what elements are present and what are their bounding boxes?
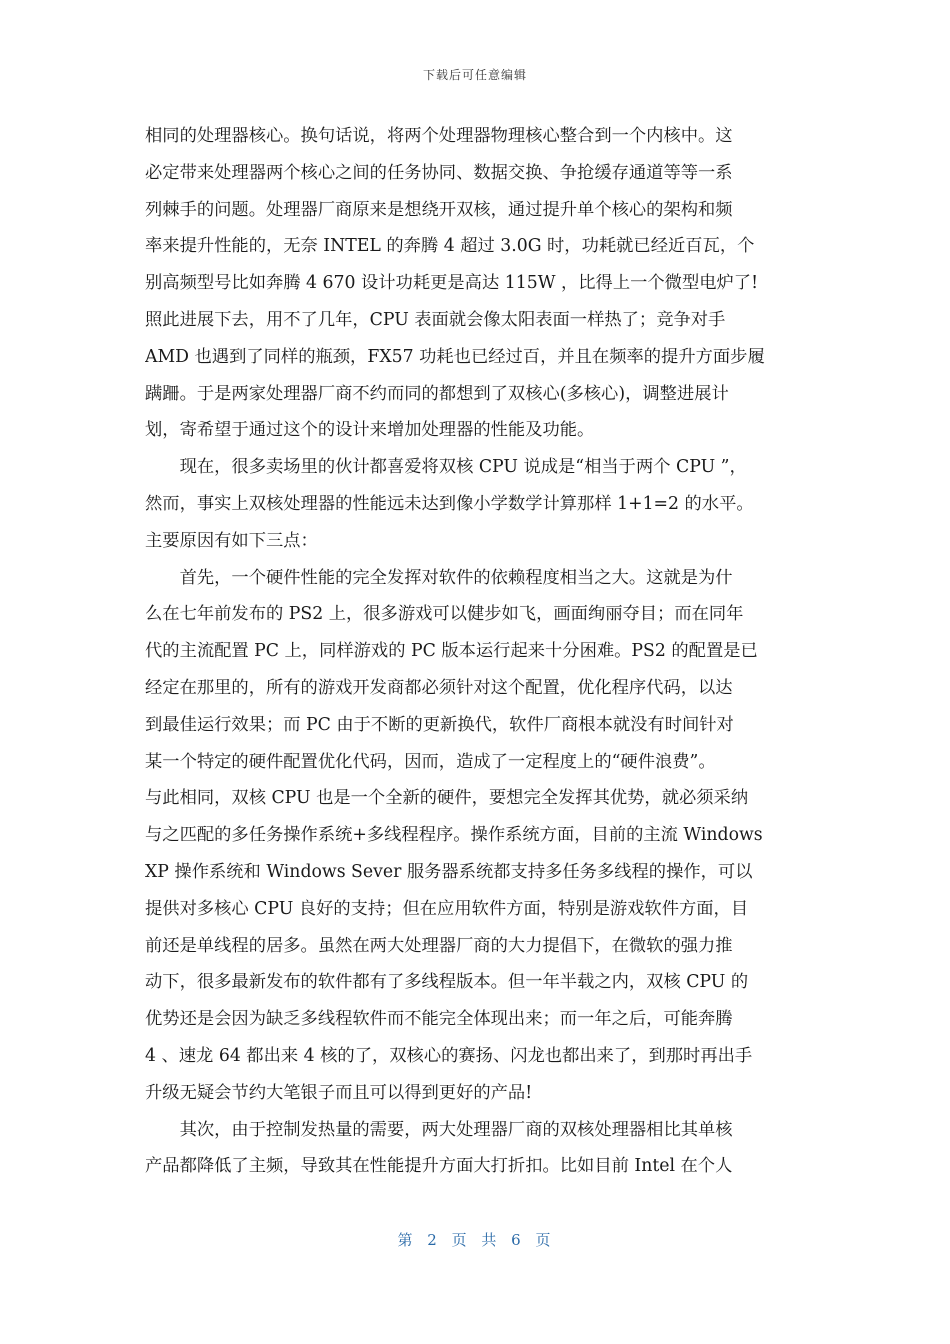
text-line: 必定带来处理器两个核心之间的任务协同、数据交换、争抢缓存通道等等一系: [145, 162, 733, 183]
text-line: 产品都降低了主频，导致其在性能提升方面大打折扣。比如目前 Intel 在个人: [145, 1156, 733, 1177]
text-line: 照此进展下去，用不了几年，CPU 表面就会像太阳表面一样热了；竞争对手: [145, 309, 726, 330]
text-line: 主要原因有如下三点：: [145, 530, 318, 551]
text-line: 优势还是会因为缺乏多线程软件而不能完全体现出来；而一年之后，可能奔腾: [145, 1009, 733, 1030]
page-header: 下载后可任意编辑: [422, 68, 527, 82]
text-line: 别高频型号比如奔腾 4 670 设计功耗更是高达 115W ，比得上一个微型电炉了!: [145, 273, 759, 294]
text-line: 4 、速龙 64 都出来 4 核的了，双核心的赛扬、闪龙也都出来了，到那时再出手: [145, 1045, 753, 1066]
text-line: 列棘手的问题。处理器厂商原来是想绕开双核，通过提升单个核心的架构和频: [145, 199, 733, 220]
text-line: 与之匹配的多任务操作系统+多线程程序。操作系统方面，目前的主流 Windows: [145, 825, 763, 846]
text-line: 现在，很多卖场里的伙计都喜爱将双核 CPU 说成是“相当于两个 CPU ”，: [145, 457, 747, 478]
text-line: 动下，很多最新发布的软件都有了多线程版本。但一年半载之内，双核 CPU 的: [145, 972, 749, 993]
text-line: 经定在那里的，所有的游戏开发商都必须针对这个配置，优化程序代码，以达: [145, 677, 733, 698]
text-line: 其次，由于控制发热量的需要，两大处理器厂商的双核处理器相比其单核: [145, 1119, 733, 1140]
text-line: 么在七年前发布的 PS2 上，很多游戏可以健步如飞，画面绚丽夺目；而在同年: [145, 604, 744, 625]
document-body: [145, 118, 807, 1185]
text-line: 提供对多核心 CPU 良好的支持；但在应用软件方面，特别是游戏软件方面，目: [145, 898, 749, 919]
text-line: 某一个特定的硬件配置优化代码，因而，造成了一定程度上的“硬件浪费”。: [145, 751, 716, 772]
text-line: 与此相同，双核 CPU 也是一个全新的硬件，要想完全发挥其优势，就必须采纳: [145, 788, 749, 809]
text-line: AMD 也遇到了同样的瓶颈，FX57 功耗也已经过百，并且在频率的提升方面步履: [145, 346, 765, 367]
text-line: 首先，一个硬件性能的完全发挥对软件的依赖程度相当之大。这就是为什: [145, 567, 733, 588]
text-line: 前还是单线程的居多。虽然在两大处理器厂商的大力提倡下，在微软的强力推: [145, 935, 733, 956]
text-line: 率来提升性能的，无奈 INTEL 的奔腾 4 超过 3.0G 时，功耗就已经近百瓦，个: [145, 236, 755, 257]
text-line: 升级无疑会节约大笔银子而且可以得到更好的产品!: [145, 1082, 533, 1103]
text-line: 蹒跚。于是两家处理器厂商不约而同的都想到了双核心(多核心)，调整进展计: [145, 383, 729, 404]
text-line: 相同的处理器核心。换句话说，将两个处理器物理核心整合到一个内核中。这: [145, 126, 733, 146]
text-line: 然而，事实上双核处理器的性能远未达到像小学数学计算那样 1+1=2 的水平。: [145, 493, 754, 514]
text-line: XP 操作系统和 Windows Sever 服务器系统都支持多任务多线程的操作，可以: [145, 861, 753, 882]
text-line: 划，寄希望于通过这个的设计来增加处理器的性能及功能。: [145, 420, 595, 441]
text-line: 代的主流配置 PC 上，同样游戏的 PC 版本运行起来十分困难。PS2 的配置是已: [145, 641, 758, 662]
page-footer: 第 2 页 共 6 页: [397, 1231, 553, 1249]
text-line: 到最佳运行效果；而 PC 由于不断的更新换代，软件厂商根本就没有时间针对: [145, 714, 734, 735]
